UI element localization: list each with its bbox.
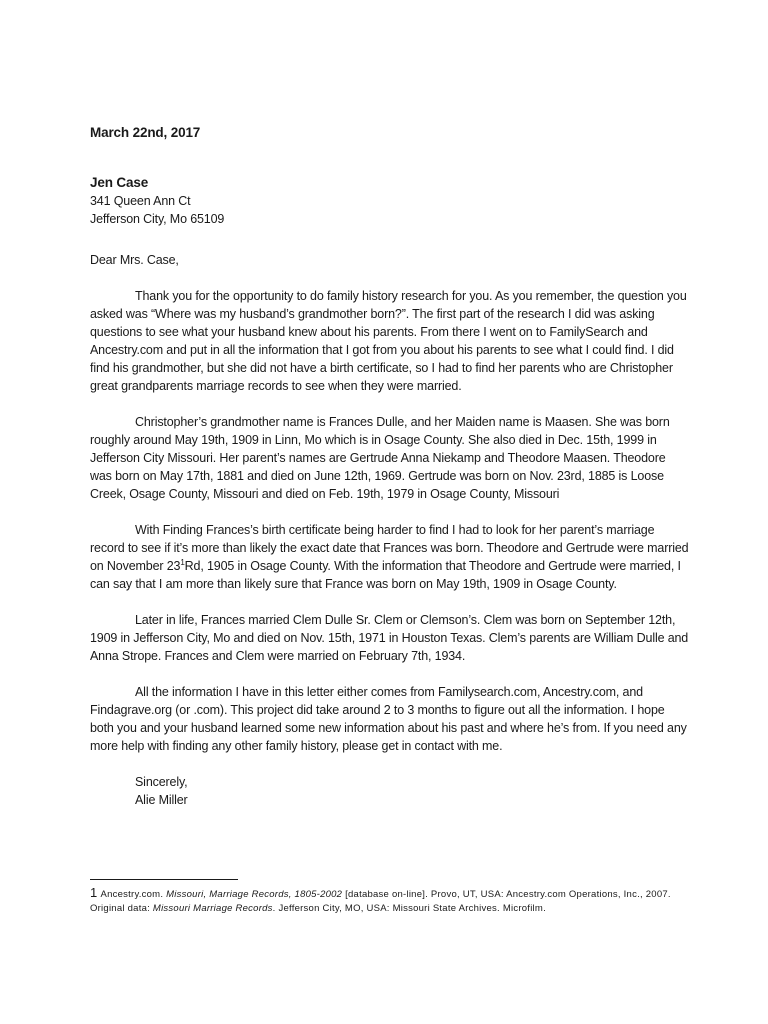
paragraph-4: Later in life, Frances married Clem Dulle Sr. Clem or Clemson’s. Clem was born on September 12th, 1909 in Jefferson City, Mo and died on Nov. 15th, 1971 in Houston Texas. Clem’s parents are William Dulle and Anna Strope. Frances and Clem were married on February 7th, 1934. [90, 613, 689, 663]
footnote-line-1 [90, 886, 690, 902]
recipient-name: Jen Case [90, 175, 149, 190]
footnote-text: Original data: [90, 903, 153, 914]
footnote-title: Missouri, Marriage Records, 1805-2002 [166, 889, 343, 900]
letter-date: March 22nd, 2017 [90, 125, 201, 140]
recipient-address-line2: Jefferson City, Mo 65109 [90, 212, 225, 226]
letter-body [90, 124, 690, 809]
paragraph-3-text-before: With Finding Frances’s birth certificate being harder to find I had to look for her parent’s marriage record to see if it’s more than likely the exact date that Frances was born. Theodore and Gertrude were married on November 23 [90, 523, 689, 573]
footnote-separator [90, 879, 238, 880]
footnote-text: Ancestry.com. [100, 889, 167, 900]
closing: Sincerely, [135, 775, 188, 789]
footnote-title: Missouri Marriage Records [152, 903, 273, 914]
footnote-text: [database on-line]. Provo, UT, USA: Ancestry.com Operations, Inc., 2007. [342, 889, 671, 900]
footnote-number: 1 [90, 885, 98, 900]
footnote-reference: 1 [180, 557, 185, 567]
paragraph-3 [90, 521, 690, 593]
salutation: Dear Mrs. Case, [90, 253, 179, 267]
footnote [90, 886, 690, 916]
paragraph-1: Thank you for the opportunity to do family history research for you. As you remember, the question you asked was “Where was my husband’s grandmother born?”. The first part of the research I did was asking questions to see what your husband knew about his parents. From there I went on to FamilySearch and Ancestry.com and put in all the information that I got from you about his parents to see what I could find. I did find his grandmother, but she did not have a birth certificate, so I had to find her parents who are Christopher great grandparents marriage records to see when they were married. [90, 289, 687, 393]
paragraph-2: Christopher’s grandmother name is Frances Dulle, and her Maiden name is Maasen. She was born roughly around May 19th, 1909 in Linn, Mo which is in Osage County. She also died in Dec. 15th, 1999 in Jefferson City Missouri. Her parent’s names are Gertrude Anna Niekamp and Theodore Maasen. Theodore was born on May 17th, 1881 and died on June 12th, 1969. Gertrude was born on Nov. 23rd, 1885 is Loose Creek, Osage County, Missouri and died on Feb. 19th, 1979 in Osage County, Missouri [90, 415, 670, 501]
footnote-line-2 [90, 902, 690, 916]
paragraph-5: All the information I have in this letter either comes from Familysearch.com, Ancestry.com, and Findagrave.org (or .com). This project did take around 2 to 3 months to figure out all the information. I hope both you and your husband learned some new information about his past and where he’s from. If you need any more help with finding any other family history, please get in contact with me. [90, 685, 687, 753]
recipient-address-line1: 341 Queen Ann Ct [90, 194, 191, 208]
paragraph-3-text-after: Rd, 1905 in Osage County. With the information that Theodore and Gertrude were married, I can say that I am more than likely sure that France was born on May 19th, 1909 in Osage County. [90, 559, 681, 591]
footnote-text: . Jefferson City, MO, USA: Missouri State Archives. Microfilm. [272, 903, 546, 914]
signature: Alie Miller [135, 793, 188, 807]
